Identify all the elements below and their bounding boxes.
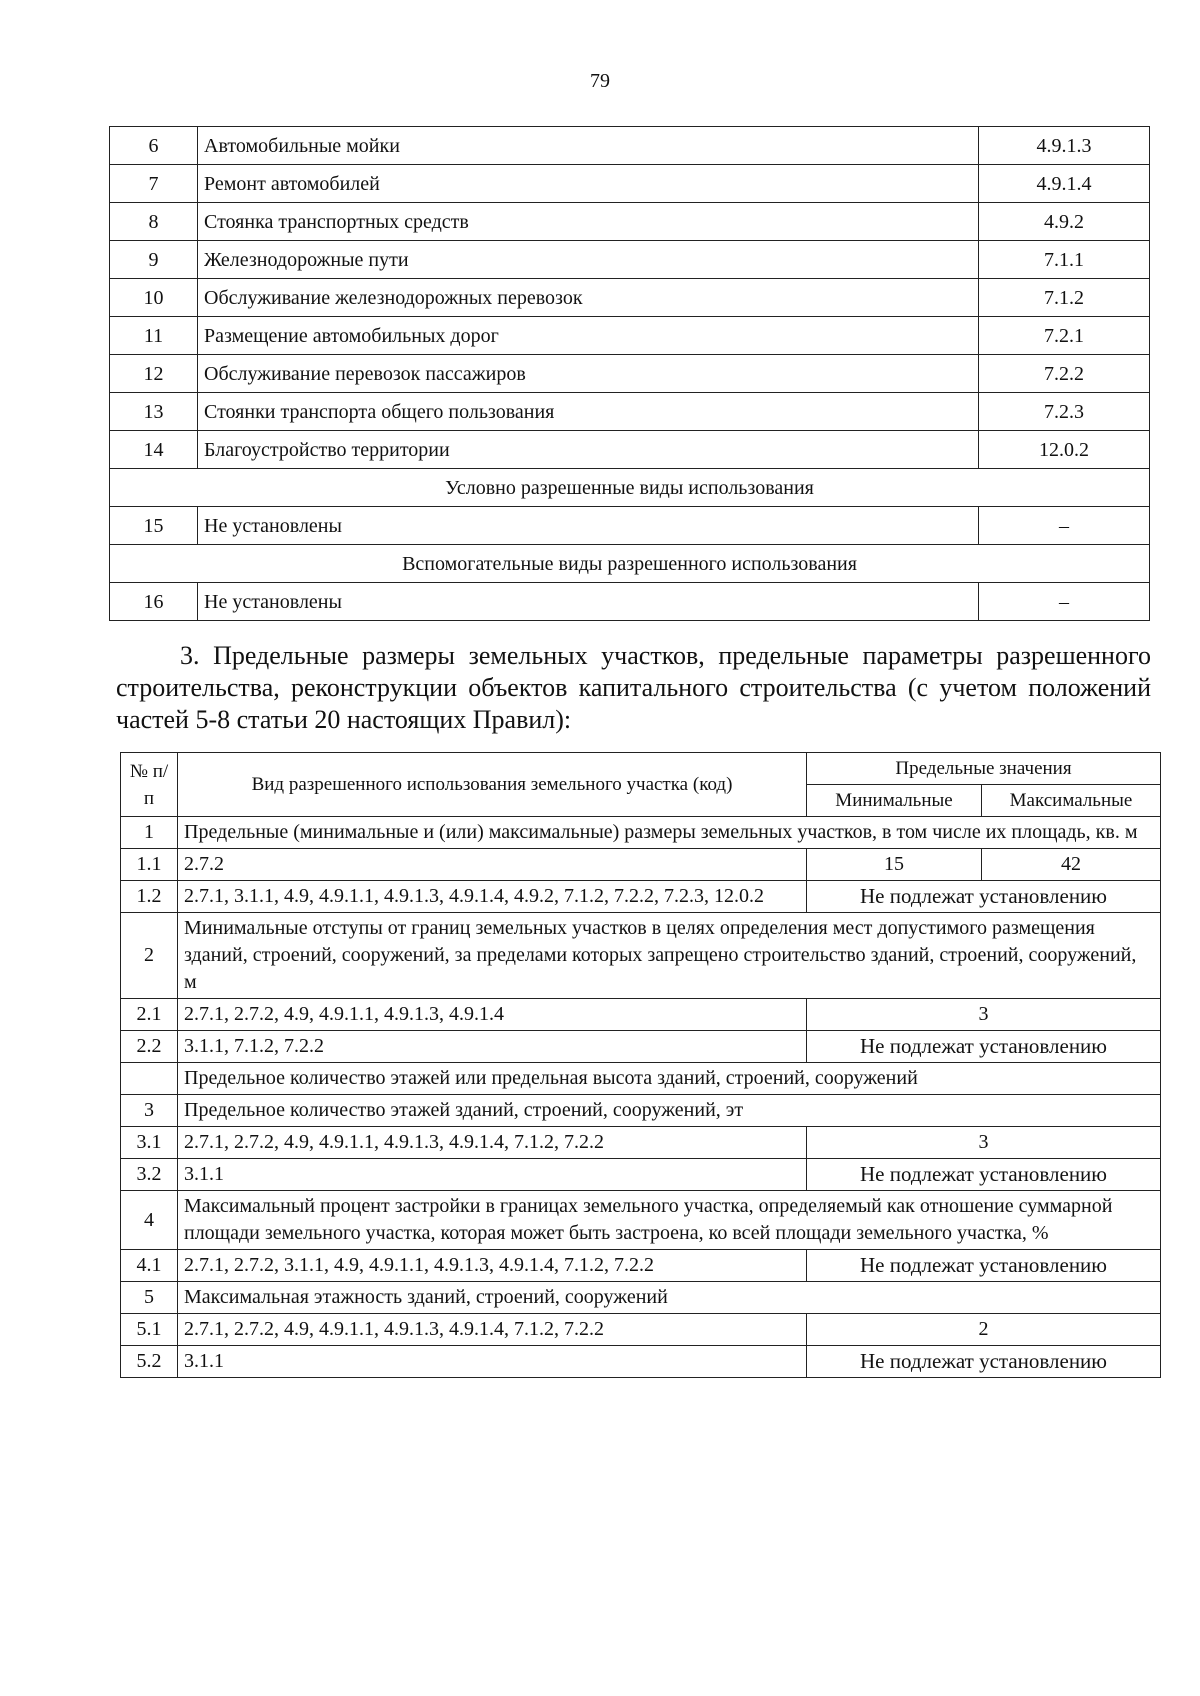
section-3-paragraph: 3. Предельные размеры земельных участков, предельные параметры разрешенного строительства, реконструкции объектов капитального строительства (с учетом положений частей 5-8 статьи 20 настоящих Правил): [116,641,1151,734]
row-number: 2.1 [121,999,178,1031]
use-codes: 3.1.1, 7.1.2, 7.2.2 [178,1031,807,1063]
use-code: – [979,507,1150,545]
header-type: Вид разрешенного использования земельного участка (код) [178,753,807,817]
table-row [121,1346,1161,1378]
parameter-title: Предельные (минимальные и (или) максимальные) размеры земельных участков, в том числе их площадь, кв. м [178,817,1161,849]
table-row [121,881,1161,913]
use-name: Благоустройство территории [198,431,979,469]
section-row-auxiliary [110,545,1150,583]
use-codes: 2.7.1, 2.7.2, 3.1.1, 4.9, 4.9.1.1, 4.9.1.3, 4.9.1.4, 7.1.2, 7.2.2 [178,1250,807,1282]
row-number [121,1063,178,1095]
table-row [110,507,1150,545]
use-code: 7.2.1 [979,317,1150,355]
table-row [121,913,1161,999]
row-number: 13 [110,393,198,431]
row-number: 10 [110,279,198,317]
header-row [121,753,1161,785]
limit-value: Не подлежат установлению [807,881,1161,913]
row-number: 5 [121,1282,178,1314]
parameter-title: Максимальная этажность зданий, строений, сооружений [178,1282,1161,1314]
row-number: 12 [110,355,198,393]
row-number: 1 [121,817,178,849]
section-row-conditional [110,469,1150,507]
use-codes: 3.1.1 [178,1159,807,1191]
use-name: Железнодорожные пути [198,241,979,279]
use-name: Не установлены [198,583,979,621]
table-row [110,393,1150,431]
table-row [110,355,1150,393]
row-number: 9 [110,241,198,279]
row-number: 14 [110,431,198,469]
max-value: 42 [982,849,1161,881]
use-code: 4.9.2 [979,203,1150,241]
limit-value: 3 [807,999,1161,1031]
use-code: – [979,583,1150,621]
use-codes: 2.7.1, 3.1.1, 4.9, 4.9.1.1, 4.9.1.3, 4.9.1.4, 4.9.2, 7.1.2, 7.2.2, 7.2.3, 12.0.2 [178,881,807,913]
use-name: Стоянка транспортных средств [198,203,979,241]
use-name: Размещение автомобильных дорог [198,317,979,355]
table-row [121,999,1161,1031]
min-value: 15 [807,849,982,881]
table-row [121,1191,1161,1250]
row-number: 15 [110,507,198,545]
row-number: 5.1 [121,1314,178,1346]
table-row [121,1031,1161,1063]
parameter-title: Предельное количество этажей зданий, строений, сооружений, эт [178,1095,1161,1127]
table-row [121,1314,1161,1346]
row-number: 6 [110,127,198,165]
header-min: Минимальные [807,785,982,817]
use-name: Не установлены [198,507,979,545]
table-row [110,127,1150,165]
row-number: 4 [121,1191,178,1250]
table-row [110,241,1150,279]
use-name: Обслуживание перевозок пассажиров [198,355,979,393]
limit-value: Не подлежат установлению [807,1159,1161,1191]
table-row [121,1250,1161,1282]
limit-value: Не подлежат установлению [807,1250,1161,1282]
table-row [121,817,1161,849]
parameter-title: Предельное количество этажей или предельная высота зданий, строений, сооружений [178,1063,1161,1095]
header-limits: Предельные значения [807,753,1161,785]
header-num: № п/п [121,753,178,817]
use-codes: 2.7.1, 2.7.2, 4.9, 4.9.1.1, 4.9.1.3, 4.9.1.4, 7.1.2, 7.2.2 [178,1127,807,1159]
table-row [121,1095,1161,1127]
table-row [121,1159,1161,1191]
use-name: Стоянки транспорта общего пользования [198,393,979,431]
use-codes: 2.7.1, 2.7.2, 4.9, 4.9.1.1, 4.9.1.3, 4.9.1.4 [178,999,807,1031]
row-number: 3 [121,1095,178,1127]
table-row [110,279,1150,317]
use-code: 7.2.3 [979,393,1150,431]
table-row [110,317,1150,355]
use-code: 7.2.2 [979,355,1150,393]
table-row [121,849,1161,881]
use-name: Автомобильные мойки [198,127,979,165]
row-number: 3.2 [121,1159,178,1191]
page-number: 79 [590,70,610,92]
row-number: 5.2 [121,1346,178,1378]
row-number: 2 [121,913,178,999]
table-row [110,431,1150,469]
use-code: 4.9.1.3 [979,127,1150,165]
header-max: Максимальные [982,785,1161,817]
row-number: 2.2 [121,1031,178,1063]
table-row [110,203,1150,241]
row-number: 4.1 [121,1250,178,1282]
table-row [121,1282,1161,1314]
table-row [110,583,1150,621]
row-number: 8 [110,203,198,241]
use-code: 12.0.2 [979,431,1150,469]
limit-value: 3 [807,1127,1161,1159]
parameter-title: Максимальный процент застройки в границах земельного участка, определяемый как отношение суммарной площади земельного участка, которая может быть застроена, ко всей площади земельного участка, % [178,1191,1161,1250]
use-name: Обслуживание железнодорожных перевозок [198,279,979,317]
row-number: 1.2 [121,881,178,913]
permitted-uses-table [109,126,1150,621]
use-code: 4.9.1.4 [979,165,1150,203]
use-codes: 2.7.2 [178,849,807,881]
permitted-uses-rows [110,127,1150,469]
row-number: 7 [110,165,198,203]
parameter-title: Минимальные отступы от границ земельных участков в целях определения мест допустимого размещения зданий, строений, сооружений, за пределами которых запрещено строительство зданий, строений, сооружений, м [178,913,1161,999]
use-codes: 2.7.1, 2.7.2, 4.9, 4.9.1.1, 4.9.1.3, 4.9.1.4, 7.1.2, 7.2.2 [178,1314,807,1346]
limit-value: Не подлежат установлению [807,1346,1161,1378]
row-number: 1.1 [121,849,178,881]
use-codes: 3.1.1 [178,1346,807,1378]
use-name: Ремонт автомобилей [198,165,979,203]
row-number: 16 [110,583,198,621]
use-code: 7.1.1 [979,241,1150,279]
table-row [121,1127,1161,1159]
limit-value: Не подлежат установлению [807,1031,1161,1063]
limit-value: 2 [807,1314,1161,1346]
section-title-auxiliary: Вспомогательные виды разрешенного использования [110,545,1150,583]
section-title-conditional: Условно разрешенные виды использования [110,469,1150,507]
table-row [121,1063,1161,1095]
table-row [110,165,1150,203]
limit-parameters-table [120,752,1161,1378]
row-number: 11 [110,317,198,355]
use-code: 7.1.2 [979,279,1150,317]
row-number: 3.1 [121,1127,178,1159]
